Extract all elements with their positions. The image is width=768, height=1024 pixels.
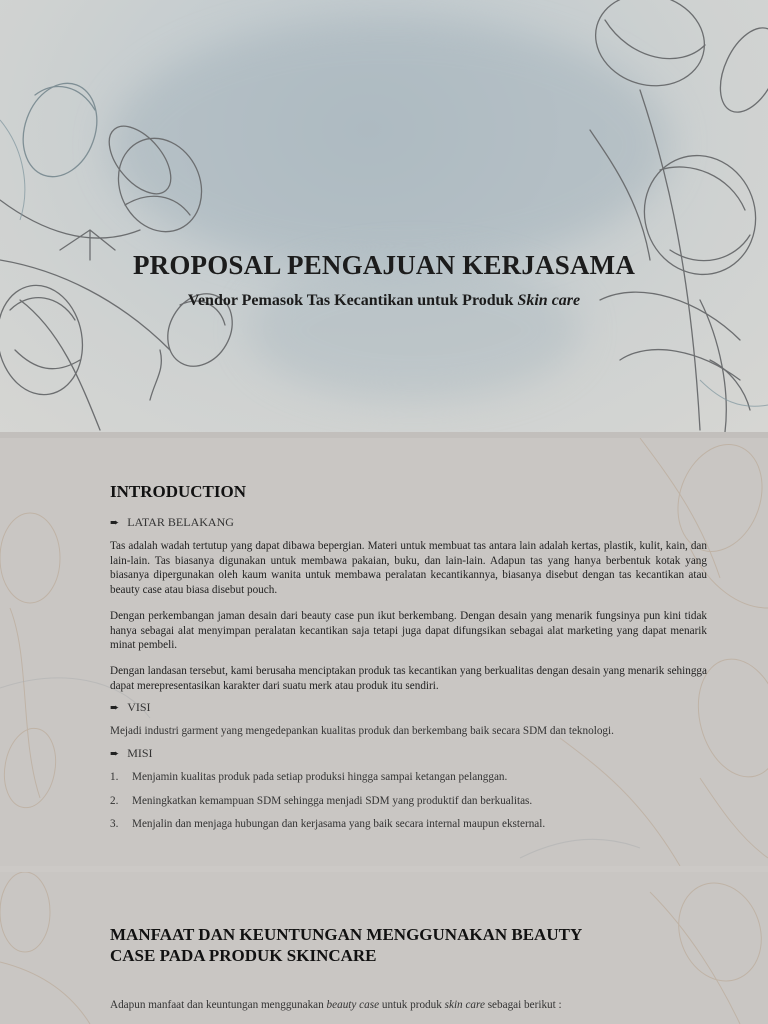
misi-item-number: 2. [110, 795, 119, 807]
misi-item-number: 1. [110, 771, 119, 783]
manfaat-text: untuk produk [379, 999, 445, 1011]
floral-illustration [0, 0, 768, 432]
right-arrow-icon: ➨ [110, 702, 120, 714]
misi-bullet [110, 746, 707, 761]
misi-item-text: Menjamin kualitas produk pada setiap produksi hingga sampai ketangan pelanggan. [132, 771, 508, 783]
cover-title: PROPOSAL PENGAJUAN KERJASAMA [132, 250, 636, 280]
visi-text: Mejadi industri garment yang mengedepankan kualitas produk dan berkembang baik secara SDM dan teknologi. [110, 725, 614, 737]
latar-paragraph-1-wrap [110, 539, 707, 597]
latar-belakang-label: LATAR BELAKANG [127, 515, 234, 529]
manfaat-text-italic: skin care [444, 999, 485, 1011]
cover-subtitle [0, 292, 768, 310]
misi-item-number: 3. [110, 818, 119, 830]
visi-bullet [110, 700, 707, 715]
misi-label: MISI [127, 746, 153, 760]
misi-item-text: Meningkatkan kemampuan SDM sehingga menjadi SDM yang produktif dan berkualitas. [132, 795, 533, 807]
misi-item-text: Menjalin dan menjaga hubungan dan kerjasama yang baik secara internal maupun eksternal. [132, 818, 546, 830]
latar-paragraph-2: Dengan perkembangan jaman desain dari beauty case pun ikut berkembang. Dengan desain yang menarik fungsinya pun kini tidak hanya sebagai alat menyimpan peralatan kecantikan saja tetapi juga dapat difungsikan sebagai alat marketing yang dapat menarik minat pembeli. [110, 610, 707, 652]
latar-paragraph-3-wrap [110, 664, 707, 693]
latar-belakang-bullet [110, 515, 707, 530]
latar-paragraph-3: Dengan landasan tersebut, kami berusaha menciptakan produk tas kecantikan yang berkualitas dengan desain yang menarik sehingga dapat merepresentasikan karakter dari suatu merk atau produk itu sendiri. [110, 665, 707, 692]
manfaat-heading-line-2: CASE PADA PRODUK SKINCARE [110, 946, 377, 965]
misi-item [110, 771, 707, 783]
manfaat-text: Adapun manfaat dan keuntungan menggunakan [110, 999, 327, 1011]
misi-item [110, 795, 707, 807]
introduction-page [0, 438, 768, 866]
intro-heading-wrap [110, 482, 707, 502]
manfaat-heading-line-1: MANFAAT DAN KEUNTUNGAN MENGGUNAKAN BEAUTY [110, 925, 583, 944]
misi-item [110, 818, 707, 830]
manfaat-text-italic: beauty case [326, 999, 380, 1011]
intro-heading: INTRODUCTION [110, 482, 247, 501]
manfaat-page [0, 872, 768, 1024]
manfaat-intro-text [110, 998, 707, 1013]
manfaat-heading [110, 924, 707, 966]
cover-subtitle-italic: Skin care [517, 292, 581, 309]
right-arrow-icon: ➨ [110, 748, 120, 760]
cover-subtitle-text: Vendor Pemasok Tas Kecantikan untuk Produk [187, 292, 518, 309]
right-arrow-icon: ➨ [110, 517, 120, 529]
manfaat-text: sebagai berikut : [484, 999, 562, 1011]
cover-page [0, 0, 768, 432]
latar-paragraph-1: Tas adalah wadah tertutup yang dapat dibawa bepergian. Materi untuk membuat tas antara lain adalah kertas, plastik, kulit, kain, dan lain-lain. Tas biasanya digunakan untuk membawa pakaian, buku, dan lain-lain. Adapun tas yang hanya berbentuk kotak yang biasanya dipergunakan oleh kaum wanita untuk membawa peralatan kecantikannya, biasanya disebut dengan tas kecantikan atau beauty case atau biasa disebut pouch. [110, 540, 707, 596]
visi-label: VISI [127, 700, 151, 714]
latar-paragraph-2-wrap [110, 609, 707, 653]
